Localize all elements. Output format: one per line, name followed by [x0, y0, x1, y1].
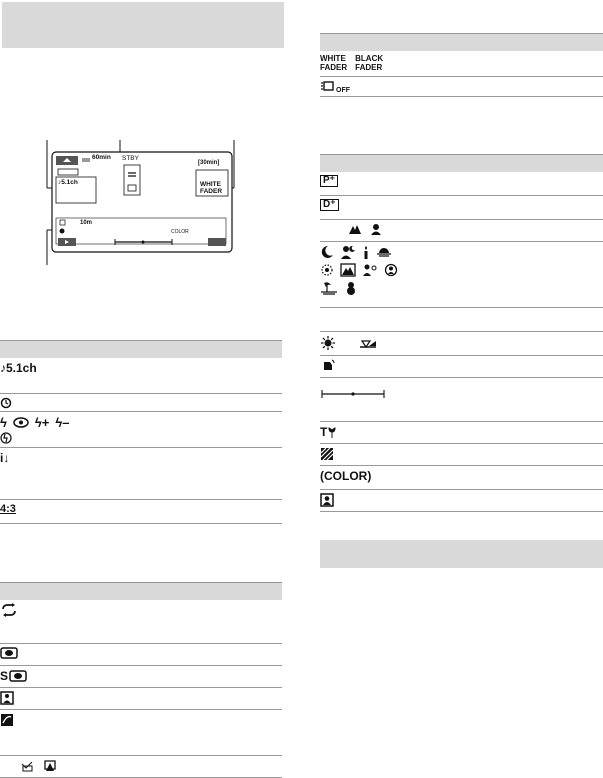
spotlight-person-icon [384, 263, 398, 277]
portrait-icon [370, 223, 382, 235]
low-lux-icon [20, 760, 34, 772]
table-row [320, 308, 603, 332]
wide-select-4-3-icon: 4:3 [0, 503, 16, 515]
table-row [0, 666, 282, 688]
steadyshot-off-icons [20, 759, 60, 773]
snow-icon [344, 281, 358, 295]
outdoor-sun-icon [320, 335, 336, 351]
white-fader-icon: WHITE FADER [320, 54, 348, 72]
portrait-p-icon: P⁺ [320, 175, 338, 187]
table-row [320, 242, 603, 308]
backlight-icon [0, 691, 14, 705]
table-header-left-2 [0, 582, 282, 600]
table-row [320, 220, 603, 242]
flash-minus-icon: ϟ– [55, 415, 70, 430]
zoom-slider-icon [320, 389, 386, 399]
table-row [320, 490, 603, 512]
table-row [320, 196, 603, 220]
scene-icons-row1 [348, 223, 382, 235]
table-row [0, 710, 282, 756]
night-icon [320, 245, 334, 259]
white-balance-icons [320, 335, 378, 351]
sunset-icon [0, 713, 14, 727]
table-row [0, 412, 282, 448]
repeat-icon [0, 603, 18, 617]
color-slow-shutter-icon: (COLOR) [320, 469, 372, 483]
fader-line1: WHITE [200, 181, 221, 188]
table-row [0, 394, 282, 412]
beach-icon [320, 281, 338, 295]
section-header-band-left [2, 2, 284, 48]
fireworks-icon [320, 263, 334, 277]
table-row [0, 756, 282, 778]
landscape-box-icon [340, 263, 356, 277]
night-portrait-icon [340, 245, 356, 259]
table-row [320, 378, 603, 422]
steadyshot-hand-icon [320, 359, 336, 373]
table-row [0, 600, 282, 644]
table-row [320, 466, 603, 490]
table-row [0, 358, 282, 394]
mic-level-icon: i↓ [0, 451, 10, 465]
landscape-icon [348, 223, 362, 235]
super-nightshot-icon: S [0, 669, 27, 683]
candle-icon [362, 245, 370, 259]
table-row [320, 77, 603, 97]
scene-icons-grid [320, 245, 398, 295]
5-1ch-surround-icon: ♪5.1ch [0, 361, 37, 375]
battery-time-label: 60min [92, 154, 111, 161]
flash-off-icon [0, 432, 12, 444]
table-header-right-1 [320, 33, 603, 51]
tele-macro-icon: T [320, 425, 337, 439]
table-row [320, 356, 603, 378]
table-header-right-2 [320, 154, 603, 172]
fader-line2: FADER [200, 188, 223, 195]
table-header-left-1 [0, 340, 282, 358]
table-row [320, 172, 603, 196]
table-row [320, 51, 603, 77]
one-push-wb-icon [358, 337, 378, 349]
table-row [0, 448, 282, 500]
sunrise-icon [376, 245, 392, 259]
steadyshot-off-icon [42, 759, 60, 773]
table-row [320, 422, 603, 444]
table-row [0, 500, 282, 524]
counter-label: 10m [80, 220, 93, 226]
flash-plus-icon: ϟ+ [34, 415, 50, 430]
lcd-screen-diagram [40, 140, 250, 270]
audio-label: ♪5.1ch [58, 179, 78, 186]
section-header-band-right [320, 540, 603, 568]
face-detection-icon [320, 493, 334, 507]
recording-time-label: [30min] [198, 160, 220, 166]
table-row [0, 644, 282, 666]
color-label: COLOR [171, 229, 189, 235]
table-row [0, 688, 282, 710]
d-plus-icon: D⁺ [320, 199, 339, 211]
self-timer-icon [0, 397, 12, 409]
table-row [320, 444, 603, 466]
table-row [320, 332, 603, 356]
lcd-backlight-off-icon: OFF [320, 80, 350, 94]
flash-icon: ϟ [0, 415, 7, 430]
zebra-icon [320, 447, 334, 461]
portrait-pair-icon [362, 263, 378, 277]
black-fader-icon: BLACK FADER [355, 54, 384, 72]
red-eye-icon [13, 417, 29, 428]
spotlight-icon [0, 647, 18, 659]
flash-icons [0, 415, 70, 444]
standby-label: STBY [122, 155, 139, 162]
